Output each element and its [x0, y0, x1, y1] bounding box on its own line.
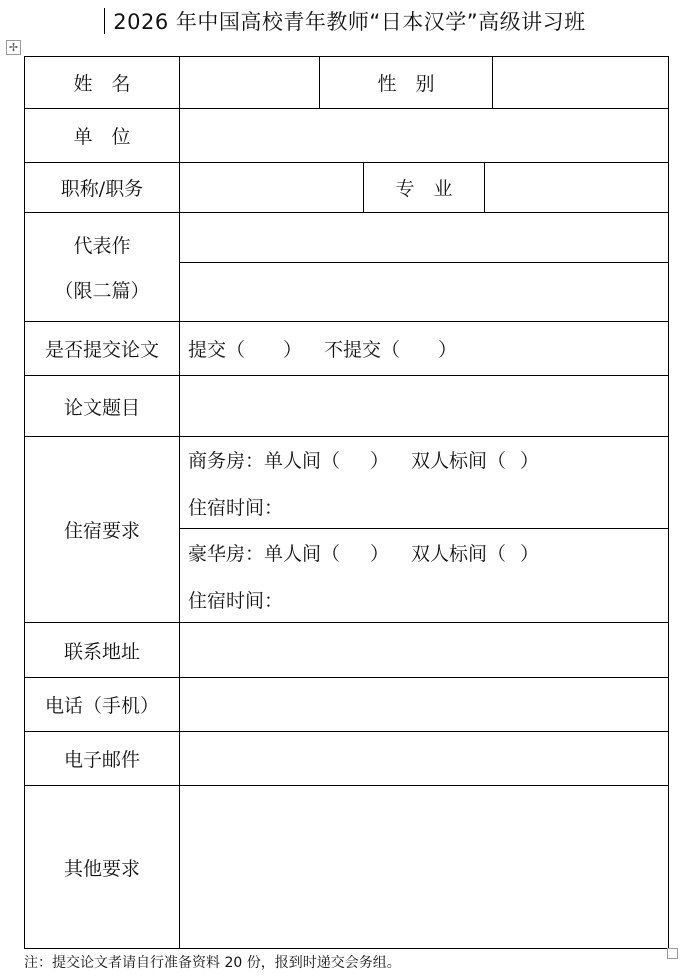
other-label: 其他要求: [25, 786, 180, 949]
no-submit-option[interactable]: 不提交（: [324, 339, 401, 361]
row-lodging-business: [25, 437, 669, 529]
table-move-handle-icon[interactable]: ✢: [6, 40, 21, 55]
address-label: 联系地址: [25, 623, 180, 678]
phone-label: 电话（手机）: [25, 678, 180, 732]
business-room-line: [188, 446, 668, 473]
business-room-cell: [180, 437, 669, 529]
row-name: [25, 57, 669, 109]
luxury-room-cell: [180, 529, 669, 623]
unit-label: 单 位: [25, 109, 180, 163]
unit-input-cell[interactable]: [180, 109, 669, 163]
major-label: 专 业: [364, 163, 485, 213]
works-label: [25, 213, 180, 322]
business-single-close: ）: [370, 449, 390, 472]
row-email: [25, 732, 669, 786]
business-double-option[interactable]: 双人标间（: [411, 449, 507, 472]
business-double-close: ）: [520, 449, 540, 472]
row-works-1: [25, 213, 669, 263]
luxury-single-close: ）: [370, 542, 390, 565]
footnote: 注：提交论文者请自行准备资料 20 份，报到时递交会务组。: [24, 955, 401, 971]
luxury-single-option[interactable]: 豪华房：单人间（: [188, 542, 341, 565]
text-cursor: [104, 8, 105, 34]
name-label: 姓 名: [25, 57, 180, 109]
email-label: 电子邮件: [25, 732, 180, 786]
row-address: [25, 623, 669, 678]
row-paper-title: [25, 376, 669, 437]
row-phone: [25, 678, 669, 732]
submit-option[interactable]: 提交（: [188, 339, 246, 361]
luxury-double-close: ）: [520, 542, 540, 565]
row-paper-submit: [25, 322, 669, 376]
row-other: [25, 786, 669, 949]
other-input-cell[interactable]: [180, 786, 669, 949]
gender-label: 性 别: [320, 57, 493, 109]
submit-option-close: ）: [283, 339, 303, 361]
business-time-label: 住宿时间：: [188, 496, 284, 519]
luxury-room-line: [188, 539, 668, 566]
lodging-label: 住宿要求: [25, 437, 180, 623]
no-submit-option-close: ）: [438, 339, 458, 361]
table-resize-handle-icon[interactable]: [667, 948, 678, 959]
major-input-cell[interactable]: [485, 163, 669, 213]
works-input-cell-2[interactable]: [180, 263, 669, 322]
address-input-cell[interactable]: [180, 623, 669, 678]
name-input-cell[interactable]: [180, 57, 320, 109]
gender-input-cell[interactable]: [493, 57, 669, 109]
luxury-time-label: 住宿时间：: [188, 589, 284, 612]
row-title: [25, 163, 669, 213]
works-input-cell-1[interactable]: [180, 213, 669, 263]
paper-title-input-cell[interactable]: [180, 376, 669, 437]
registration-form-table: [24, 56, 669, 949]
title-label: 职称/职务: [25, 163, 180, 213]
works-label-line1: 代表作: [73, 235, 131, 257]
document-title: 2026 年中国高校青年教师“日本汉学”高级讲习班: [113, 10, 586, 34]
paper-title-label: 论文题目: [25, 376, 180, 437]
business-single-option[interactable]: 商务房：单人间（: [188, 449, 341, 472]
phone-input-cell[interactable]: [180, 678, 669, 732]
luxury-double-option[interactable]: 双人标间（: [411, 542, 507, 565]
row-unit: [25, 109, 669, 163]
paper-submit-label: 是否提交论文: [25, 322, 180, 376]
paper-submit-options: [180, 322, 669, 376]
works-label-line2: （限二篇）: [54, 280, 150, 302]
email-input-cell[interactable]: [180, 732, 669, 786]
title-input-cell[interactable]: [180, 163, 364, 213]
